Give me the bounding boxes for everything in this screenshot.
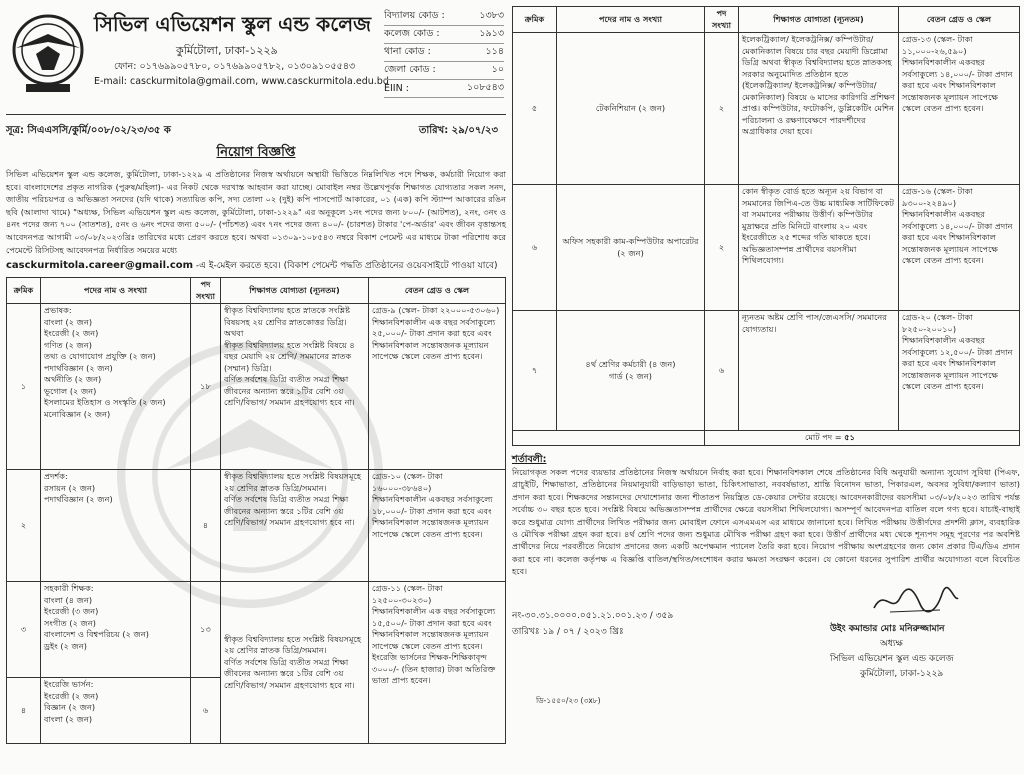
- code-row: জেলা কোড : ১০: [384, 62, 504, 80]
- right-column: [512, 6, 1020, 708]
- table-row: ৩ সহকারী শিক্ষক: বাংলা (৪ জন) ইংরেজী (৩ জন) সংগীত (২ জন) বাংলাদেশ ও বিশ্বপরিচয় (২ জন) ড্রইং (২ জন) ১৩ স্বীকৃত বিশ্ববিদ্যালয় হতে সংশ্লিষ্ট বিষয়সমূহে ২য় শ্রেণির স্নাতক ডিগ্রি/সমমান। বর্ণিত সর্বশেষ ডিগ্রি ব্যতীত সমগ্র শিক্ষা জীবনের অন্যান্য স্তরে ১টির বেশি ৩য় শ্রেণি/বিভাগ/ সমমান গ্রহণযোগ্য হবে না। গ্রেড-১১ (স্কেল- টাকা ১২৫০০-৩০২৩০) শিক্ষানবিশকালীন এক বছর সর্বসাকুল্যে ১৫,৫০০/- টাকা প্রদান করা হবে এবং শিক্ষানবিশকাল সন্তোষজনক মূল্যায়ন সাপেক্ষে স্কেলে বেতন প্রাপ্য হবেন। ইংরেজি ভার্সনের শিক্ষক-শিক্ষিকাবৃন্দ ৩০০০/- (তিন হাজার) টাকা অতিরিক্ত ভাতা প্রাপ্য হবেন।: [7, 582, 506, 678]
- memo-date: তারিখঃ ১৯ / ০৭ / ২০২৩ খ্রিঃ: [512, 626, 624, 637]
- signature-block: [830, 584, 1000, 681]
- email-instruction: casckurmitola.career@gmail.com -এ ই-মেইল করতে হবে। (বিকাশ পেমেন্ট পদ্ধতি প্রতিষ্ঠানের ওয়েবসাইটে পাওয়া যাবে): [6, 260, 498, 272]
- college-address: কুর্মিটোলা, ঢাকা-১২২৯: [176, 44, 278, 57]
- conditions-text: নিয়োগকৃত সকল পদের ব্যয়ভার প্রতিষ্ঠানের নিজস্ব অর্থায়নে নির্বাহ করা হবে। শিক্ষানবিশকাল শেষে প্রতিষ্ঠানের বিধি অনুযায়ী অন্যান্য সুযোগ সুবিধা (পিএফ, গ্রাচুইটি, শিক্ষাভাতা, প্রতিষ্ঠানের নিয়মানুযায়ী বাড়িভাড়া ভাতা, চিকিৎসাভাতা, নববর্ষভাতা, শ্রান্তি বিনোদন ভাতা, পিকারএল, অবসর সুবিধা/কল্যাণ ভাতা) প্রদান করা হবে। শিক্ষকদের সন্তানদের দেখাশোনার জন্য শীতাতপ নিয়ন্ত্রিত ডে-কেয়ার সেন্টার রয়েছে। আবেদনকারীদের বয়সসীমা ০৩/০৮/২০২৩ তারিখ পর্যন্ত সর্বোচ্চ ৩০ বছর হতে হবে। সংশ্লিষ্ট বিষয়ে অভিজ্ঞতাসম্পন্ন প্রার্থীদের ক্ষেত্রে বয়সসীমা শিথিলযোগ্য। অসম্পূর্ণ আবেদনপত্র বাতিল বলে গণ্য হবে। যাচাই-বাছাই করে শুধুমাত্র যোগ্য প্রার্থীদের লিখিত পরীক্ষার জন্য মোবাইল ফোনে এসএমএস এর মাধ্যমে জানানো হবে। লিখিত পরীক্ষায় উত্তীর্ণদের প্রদর্শনী ক্লাস, ব্যবহারিক ও মৌখিক পরীক্ষা গ্রহন করা হবে। ৪র্থ শ্রেণি পদের জন্য শুধুমাত্র মৌখিক পরীক্ষা গ্রহণ করা হবে। উত্তীর্ণ প্রার্থীদের মধ্য থেকে শূন্যপদ সমূহ পূরণের পর অবশিষ্ট প্রার্থীদের নিয়ে পরবর্তীতে নিয়োগ প্রদানের জন্য একটি অপেক্ষমান প্যানেল তৈরি করা হবে। নিয়োগ পরীক্ষায় অংশগ্রহণের জন্য কোন প্রকার টিএ/ডিএ প্রদান করা হবে না। কলেজ কর্তৃপক্ষ এ বিজ্ঞপ্তি বাতিল/স্থগিত/সংশোধন করার ক্ষমতা সংরক্ষণ করেন। যে কোনো ধরনের সুপারিশ প্রার্থীর অযোগ্যতা বলে বিবেচিত হবে।: [512, 466, 1020, 577]
- left-column: [6, 6, 506, 744]
- table-row: ৬ অফিস সহকারী কাম-কম্পিউটার অপারেটর (২ জন) ২ কোন স্বীকৃত বোর্ড হতে অন্যূন ২য় বিভাগ বা সমমানের জিপিএ-তে উচ্চ মাধ্যমিক সার্টিফিকেট বা সমমানের পরীক্ষায় উত্তীর্ণ। কম্পিউটার মুদ্রাক্ষরে প্রতি মিনিটে বাংলায় ২০ এবং ইংরেজীতে ২৫ শব্দের গতি থাকতে হবে। অভিজ্ঞতাসম্পন্ন প্রার্থীদের বয়সসীমা শিথিলযোগ্য। গ্রেড-১৬ (স্কেল- টাকা ৯৩০০-২২৪৯০) শিক্ষানবিশকালীন একবছর সর্বসাকুল্যে ১৪,০০০/- টাকা প্রদান করা হবে এবং শিক্ষানবিশকাল সন্তোষজনক মূল্যায়ন সাপেক্ষে স্কেলে বেতন প্রাপ্য হবেন।: [513, 185, 1020, 311]
- total-value: ৫১: [844, 432, 855, 442]
- conditions-section: [512, 454, 1020, 578]
- table-row: ১ প্রভাষক: বাংলা (২ জন) ইংরেজী (২ জন) গণিত (২ জন) তথ্য ও যোগাযোগ প্রযুক্তি (২ জন) পদার্থবিজ্ঞান (২ জন) অর্থনীতি (২ জন) ভূগোল (২ জন) ইসলামের ইতিহাস ও সংস্কৃতি (২ জন) মনোবিজ্ঞান (২ জন) ১৮ স্বীকৃত বিশ্ববিদ্যালয় হতে স্নাতকে সংশ্লিষ্ট বিষয়সহ ২য় শ্রেণির স্নাতকোত্তর ডিগ্রি। অথবা স্বীকৃত বিশ্ববিদ্যালয় হতে সংশ্লিষ্ট বিষয়ে ৪ বছর মেয়াদি ২য় শ্রেণি/ সমমানের স্নাতক (সম্মান) ডিগ্রি। বর্ণিত সর্বশেষ ডিগ্রি ব্যতীত সমগ্র শিক্ষা জীবনের অন্যান্য স্তরে ১টির বেশি ৩য় শ্রেণি/বিভাগ/ সমমান গ্রহণযোগ্য হবে না। গ্রেড-৯ (স্কেল- টাকা ২২০০০-৫৩০৬০) শিক্ষানবিশকালীন এক বছর সর্বসাকুল্যে ২৫,০০০/- টাকা প্রদান করা হবে এবং শিক্ষানবিশকাল সন্তোষজনক মূল্যায়ন সাপেক্ষে স্কেলে বেতন প্রাপ্য হবেন।: [7, 304, 506, 470]
- table-header-row: ক্রমিক পদের নাম ও সংখ্যা পদ সংখ্যা শিক্ষাগত যোগ্যতা (ন্যূনতম) বেতন গ্রেড ও স্কেল: [7, 278, 506, 304]
- college-email: E-mail: casckurmitola@gmail.com, www.casckurmitola.edu.bd: [94, 76, 389, 87]
- code-row: EIIN : ১০৮৫৪৩: [384, 80, 504, 98]
- conditions-title: শর্তাবলী:: [512, 453, 547, 465]
- institution-codes: [384, 8, 504, 98]
- notice-footer: [512, 578, 1020, 708]
- total-label: মোট পদ =: [805, 432, 842, 442]
- code-row: কলেজ কোড : ১৯১৩: [384, 26, 504, 44]
- code-row: থানা কোড : ১১৪: [384, 44, 504, 62]
- notice-intro: সিভিল এভিয়েশন স্কুল এন্ড কলেজ, কুর্মিটোলা, ঢাকা-১২২৯ এ প্রতিষ্ঠানের নিজস্ব অর্থায়নে অস্থায়ী ভিত্তিতে নিম্নলিখিত পদে শিক্ষক, কর্মচারী নিয়োগ করা হবে। বাংলাদেশের প্রকৃত নাগরিক (পুরুষ/মহিলা)- এর নিকট থেকে দরখাস্ত আহবান করা যাচ্ছে। মোবাইল নম্বর উল্লেখপূর্বক শিক্ষাগত যোগ্যতার সকল সনদ, জাতীয় পরিচয়পত্র ও অভিজ্ঞতা সনদের (যদি থাকে) সত্যায়িত কপি, সদ্য তোলা ০২ (দুই) কপি পাসপোর্ট আকারের, ০১ (এক) কপি স্ট্যাম্প আকারের রঙিন ছবি (আলাদা খামে) "অধ্যক্ষ, সিভিল এভিয়েশন স্কুল এন্ড কলেজ, কুর্মিটোলা, ঢাকা-১২২৯" এর অনুকূলে ১নং পদের জন্য ৮০০/- (আটশত), ২নং, ৩নং ও ৪নং পদের জন্য ৭০০ (সাতশত), ৫নং ও ৬নং পদের জন্য ৫০০/- (পাঁচশত) এবং ৭নং পদের জন্য ৪০০/- (চারশত) টাকার 'পে-অর্ডার' এবং জীবন বৃত্তান্তসহ আবেদনপত্র আগামী ০৩/০৮/২০২৩খ্রিঃ তারিখের মধ্যে প্রেরণ করতে হবে। অথবা ০১৩০৯-১০৮৫৪৩ নম্বরে বিকাশ পেমেন্ট এর মাধ্যমে টাকা পরিশোধ করে পেমেন্টে রিসিটসহ আবেদনপত্র নির্ধারিত সময়ের মধ্যে: [6, 169, 506, 255]
- signer-address: কুর্মিটোলা, ঢাকা-১২২৯: [860, 668, 944, 679]
- college-crest-logo-icon: [8, 10, 88, 94]
- notice-title: নিয়োগ বিজ্ঞপ্তি: [216, 145, 296, 160]
- letterhead: [6, 6, 506, 115]
- code-row: বিদ্যালয় কোড : ১৩৮৩: [384, 8, 504, 26]
- print-code: ডি-১৫৫০/২৩ (৩x৮): [536, 695, 601, 705]
- reference-date: তারিখ: ২৯/০৭/২৩: [418, 125, 498, 136]
- table-row: ৫ টেকনিশিয়ান (২ জন) ২ ইলেকট্রিক্যাল/ ইলেকট্রনিক্স/ কম্পিউটার/মেকানিক্যাল বিষয়ে চার বছর মেয়াদী ডিপ্লোমা ডিগ্রি অথবা স্বীকৃত বিশ্ববিদ্যালয় হতে স্নাতকসহ সরকার অনুমোদিত প্রতিষ্ঠান হতে (ইলেকট্রিক্যাল/ ইলেকট্রনিক্স/ কম্পিউটার/মেকানিক্যাল) বিষয়ে ৬ মাসের কারিগরি প্রশিক্ষণ প্রাপ্ত। কম্পিউটার, ফটোকপি, ডুপ্লিকেটিং মেশিন পরিচালনা ও রক্ষণাবেক্ষণে পারদর্শীদের অগ্রাধিকার দেয়া হবে। গ্রেড-১৩ (স্কেল- টাকা ১১,০০০-২৬,৫৯০) শিক্ষানবিশকালীন একবছর সর্বসাকুল্যে ১৪,০০০/- টাকা প্রদান করা হবে এবং শিক্ষানবিশকাল সন্তোষজনক মূল্যায়ন সাপেক্ষে স্কেলে বেতন প্রাপ্য হবেন।: [513, 33, 1020, 185]
- signer-title: অধ্যক্ষ: [880, 638, 903, 649]
- signature-icon: [870, 584, 960, 618]
- total-row: [513, 431, 1020, 446]
- memo-number: নং-৩০.৩১.০০০০.০৫১.২১.০০১.২৩ / ৩৫৯: [512, 610, 674, 621]
- posts-table-left: [6, 277, 506, 744]
- college-phone: ফোন: ০১৭৬৯৯০৫৭৮০, ০১৭৬৯৯০৫৭৮২, ০১৩০৯১০৫৫৪৩: [114, 61, 356, 72]
- table-row: ৪ ইংরেজি ভার্সন: ইংরেজী (২ জন) বিজ্ঞান (২ জন) বাংলা (২ জন) ৬: [7, 678, 506, 744]
- reference-memo: সূত্র: সিএএসসি/কুর্মি/০০৮/০২/২৩/৩৫ ক: [6, 125, 171, 136]
- table-row: ৭ ৪র্থ শ্রেণির কর্মচারী (৪ জন) গার্ড (২ জন) ৬ ন্যূনতম অষ্টম শ্রেণি পাস/জেএসসি/ সমমানের যোগ্যতায়। গ্রেড-২০ (স্কেল- টাকা ৮২৫০-২০০১০) শিক্ষানবিশকালীন একবছর সর্বসাকুল্যে ১২,৫০০/- টাকা প্রদান করা হবে এবং শিক্ষানবিশকাল সন্তোষজনক মূল্যায়ন সাপেক্ষে স্কেলে বেতন প্রাপ্য হবেন।: [513, 311, 1020, 431]
- college-name: সিভিল এভিয়েশন স্কুল এন্ড কলেজ: [94, 12, 372, 36]
- career-email-link[interactable]: casckurmitola.career@gmail.com: [6, 260, 194, 272]
- signer-org: সিভিল এভিয়েশন স্কুল এন্ড কলেজ: [830, 653, 954, 664]
- posts-table-right: [512, 6, 1020, 446]
- reference-line: [6, 119, 506, 141]
- table-header-row: ক্রমিক পদের নাম ও সংখ্যা পদ সংখ্যা শিক্ষাগত যোগ্যতা (ন্যূনতম) বেতন গ্রেড ও স্কেল: [513, 7, 1020, 33]
- table-row: ২ প্রদর্শক: রসায়ন (২ জন) পদার্থবিজ্ঞান (২ জন) ৪ স্বীকৃত বিশ্ববিদ্যালয় হতে সংশ্লিষ্ট বিষয়সমূহে ২য় শ্রেণির স্নাতক ডিগ্রি/সমমান। বর্ণিত সর্বশেষ ডিগ্রি ব্যতীত সমগ্র শিক্ষা জীবনের অন্যান্য স্তরে ১টির বেশি ৩য় শ্রেণি/বিভাগ/ সমমান গ্রহণযোগ্য হবে না। গ্রেড-১০ (স্কেল- টাকা ১৬০০০-৩৮৬৪০) শিক্ষানবিশকালীন একবছর সর্বসাকুল্যে ১৮,০০০/- টাকা প্রদান করা হবে এবং শিক্ষানবিশকাল সন্তোষজনক মূল্যায়ন সাপেক্ষে স্কেলে বেতন প্রাপ্য হবেন।: [7, 470, 506, 582]
- signer-name: উইং কমান্ডার মোঃ মনিরুজ্জামান: [830, 623, 945, 634]
